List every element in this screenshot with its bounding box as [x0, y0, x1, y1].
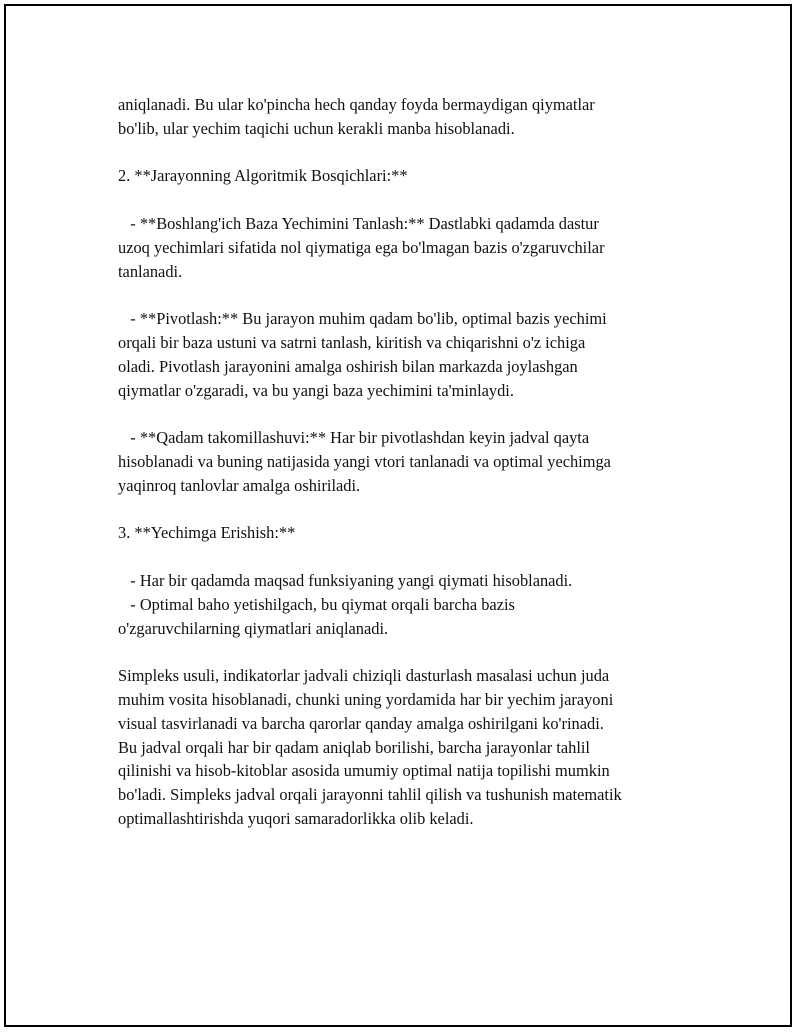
text-line: optimallashtirishda yuqori samaradorlikka olib keladi.	[118, 808, 474, 828]
text-line: oladi. Pivotlash jarayonini amalga oshirish bilan markazda joylashgan	[118, 356, 578, 376]
text-line: - **Pivotlash:** Bu jarayon muhim qadam bo'lib, optimal bazis yechimi	[118, 309, 607, 329]
text-line: visual tasvirlanadi va barcha qarorlar qanday amalga oshirilgani ko'rinadi.	[118, 713, 604, 733]
text-line: qiymatlar o'zgaradi, va bu yangi baza yechimini ta'minlaydi.	[118, 380, 514, 400]
paragraph-gap	[118, 498, 688, 522]
text-line: uzoq yechimlari sifatida nol qiymatiga ega bo'lmagan bazis o'zgaruvchilar	[118, 237, 605, 257]
section-2-item-qadam	[118, 426, 688, 497]
paragraph-gap	[118, 283, 688, 307]
paragraph-gap	[118, 141, 688, 165]
section-2-item-baza	[118, 212, 688, 283]
section-2-heading: 2. **Jarayonning Algoritmik Bosqichlari:**	[118, 166, 408, 186]
text-line: o'zgaruvchilarning qiymatlari aniqlanadi.	[118, 618, 389, 638]
paragraph-gap	[118, 545, 688, 569]
text-line: hisoblanadi va buning natijasida yangi vtori tanlanadi va optimal yechimga	[118, 451, 611, 471]
text-line: bo'lib, ular yechim taqichi uchun kerakli manba hisoblanadi.	[118, 118, 515, 138]
intro-paragraph	[118, 93, 688, 141]
paragraph-gap	[118, 402, 688, 426]
paragraph-gap	[118, 188, 688, 212]
text-line: bo'ladi. Simpleks jadval orqali jarayonni tahlil qilish va tushunish matematik	[118, 785, 622, 805]
document-body	[118, 93, 688, 831]
paragraph-gap	[118, 640, 688, 664]
text-line: qilinishi va hisob-kitoblar asosida umumiy optimal natija topilishi mumkin	[118, 761, 610, 781]
text-line: - Optimal baho yetishilgach, bu qiymat orqali barcha bazis	[118, 594, 515, 614]
text-line: - **Boshlang'ich Baza Yechimini Tanlash:** Dastlabki qadamda dastur	[118, 213, 599, 233]
text-line: orqali bir baza ustuni va satrni tanlash, kiritish va chiqarishni o'z ichiga	[118, 332, 586, 352]
conclusion-paragraph	[118, 664, 688, 831]
text-line: - **Qadam takomillashuvi:** Har bir pivotlashdan keyin jadval qayta	[118, 428, 590, 448]
section-2-item-pivotlash	[118, 307, 688, 402]
text-line: yaqinroq tanlovlar amalga oshiriladi.	[118, 475, 361, 495]
section-3-heading: 3. **Yechimga Erishish:**	[118, 523, 296, 543]
text-line: Simpleks usuli, indikatorlar jadvali chiziqli dasturlash masalasi uchun juda	[118, 666, 610, 686]
text-line: muhim vosita hisoblanadi, chunki uning yordamida har bir yechim jarayoni	[118, 689, 614, 709]
text-line: aniqlanadi. Bu ular ko'pincha hech qanday foyda bermaydigan qiymatlar	[118, 95, 595, 114]
text-line: Bu jadval orqali har bir qadam aniqlab borilishi, barcha jarayonlar tahlil	[118, 737, 590, 757]
section-3-items	[118, 569, 688, 640]
text-line: - Har bir qadamda maqsad funksiyaning yangi qiymati hisoblanadi.	[118, 570, 573, 590]
text-line: tanlanadi.	[118, 261, 183, 281]
